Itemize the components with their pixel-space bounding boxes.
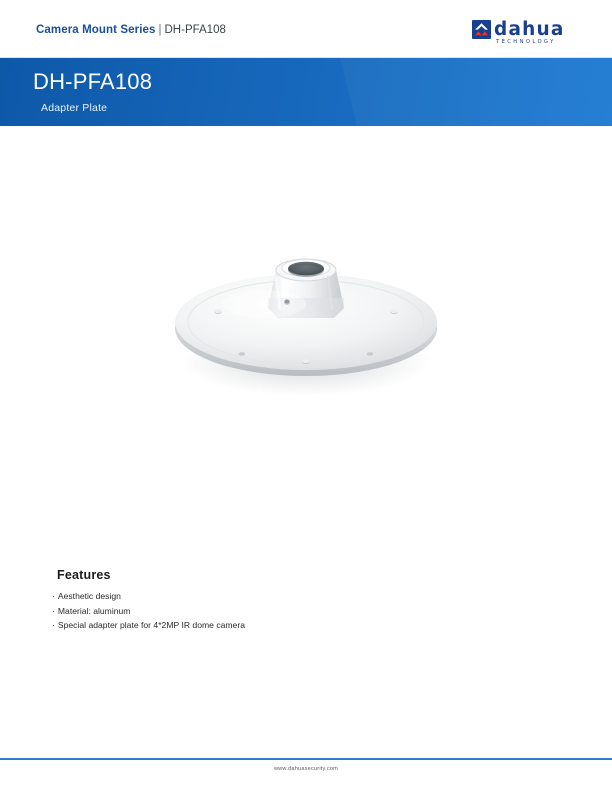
feature-text: Material: aluminum: [57, 605, 131, 616]
page-title: DH-PFA108: [33, 69, 153, 94]
bullet-glyph: ·: [52, 605, 55, 616]
logo-subtext: TECHNOLOGY: [496, 39, 556, 45]
breadcrumb-series: Camera Mount Series: [36, 24, 156, 36]
page-header: [0, 0, 612, 58]
page-subtitle: Adapter Plate: [41, 102, 108, 114]
product-image-container: [0, 230, 612, 470]
feature-list-item: [52, 589, 552, 604]
dahua-logo-mark-icon: [472, 20, 491, 39]
features-section: [52, 568, 552, 633]
dahua-logo: [472, 18, 582, 48]
bullet-glyph: ·: [52, 620, 55, 630]
feature-list-item: [52, 604, 552, 619]
feature-list-item: [52, 618, 552, 633]
footer-divider: [0, 758, 612, 760]
feature-text: Aesthetic design: [57, 591, 121, 601]
breadcrumb-model: DH-PFA108: [164, 24, 226, 36]
breadcrumb: [36, 24, 226, 36]
logo-wordmark: dahua: [494, 19, 565, 40]
feature-text: Special adapter plate for 4*2MP IR dome camera: [57, 620, 245, 630]
breadcrumb-separator: |: [158, 24, 162, 36]
adapter-plate-product-photo: [156, 230, 456, 430]
features-title: Features: [57, 568, 111, 582]
bullet-glyph: ·: [52, 591, 55, 601]
footer-website-url: www.dahuasecurity.com: [273, 766, 339, 772]
product-banner: [0, 58, 612, 126]
